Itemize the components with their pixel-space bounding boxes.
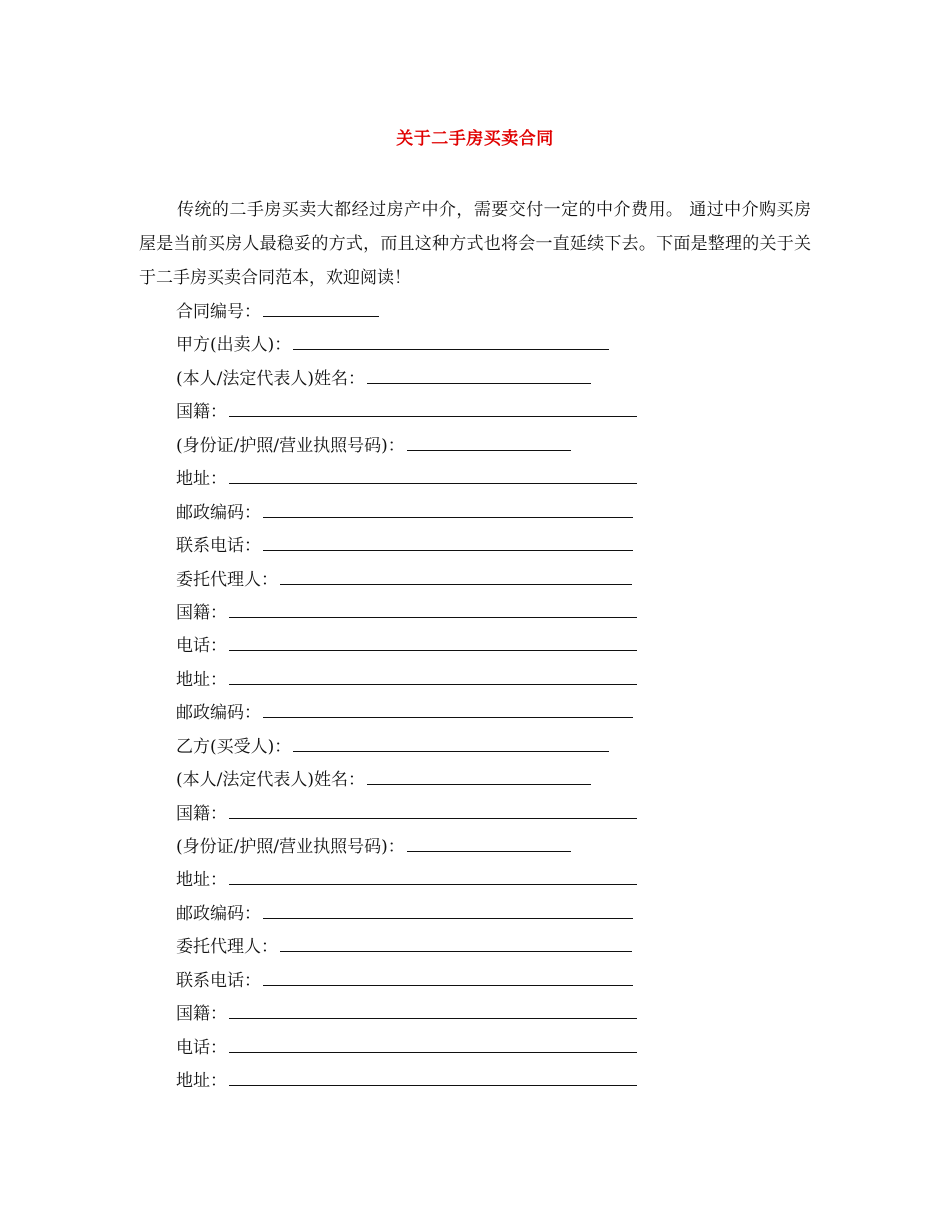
field-label: 国籍： [176,803,227,824]
form-field-row [176,430,676,463]
form-field-row [176,396,676,429]
fill-in-blank[interactable] [263,971,633,986]
field-label: 邮政编码： [176,502,261,523]
field-label: (身份证/护照/营业执照号码)： [176,435,405,456]
fill-in-blank[interactable] [280,937,632,952]
field-label: 委托代理人： [176,569,278,590]
form-field-row [176,530,676,563]
field-label: 电话： [176,1037,227,1058]
field-label: 合同编号： [176,302,261,322]
fill-in-blank[interactable] [280,570,632,585]
field-label: 委托代理人： [176,937,278,958]
form-field-row [176,564,676,597]
fill-in-blank[interactable] [407,436,571,451]
form-field-row [176,998,676,1031]
field-label: (本人/法定代表人)姓名： [176,770,365,791]
fill-in-blank[interactable] [229,402,637,417]
field-label: 联系电话： [176,536,261,557]
field-label: (本人/法定代表人)姓名： [176,368,365,389]
fill-in-blank[interactable] [229,870,637,885]
form-field-row [176,363,676,396]
fill-in-blank[interactable] [229,804,637,819]
fill-in-blank[interactable] [229,1071,637,1086]
field-label: 联系电话： [176,970,261,991]
field-label: 邮政编码： [176,903,261,924]
field-label: 国籍： [176,402,227,423]
fill-in-blank[interactable] [263,503,633,518]
fill-in-blank[interactable] [263,703,633,718]
form-field-row [176,864,676,897]
field-label: 乙方(买受人)： [176,736,292,757]
form-field-row [176,965,676,998]
fill-in-blank[interactable] [263,302,379,317]
field-label: 地址： [176,469,227,490]
field-label: 地址： [176,1071,227,1092]
intro-paragraph: 传统的二手房买卖大都经过房产中介，需要交付一定的中介费用。 通过中介购买房屋是当前买房人最稳妥的方式，而且这种方式也将会一直延续下去。下面是整理的关于关于二手房买卖合同范本，欢迎阅读！ [139,200,811,288]
document-title: 关于二手房买卖合同 [396,129,554,149]
field-label: 国籍： [176,602,227,623]
fill-in-blank[interactable] [263,904,633,919]
fill-in-blank[interactable] [367,770,591,785]
fill-in-blank[interactable] [229,469,637,484]
fill-in-blank[interactable] [229,670,637,685]
form-field-row [176,630,676,663]
contract-field-list [176,296,676,1099]
fill-in-blank[interactable] [229,636,637,651]
field-label: 地址： [176,870,227,891]
form-field-row [176,831,676,864]
form-field-row [176,664,676,697]
form-field-row [176,697,676,730]
form-field-row [176,931,676,964]
form-field-row [176,764,676,797]
form-field-row [176,1065,676,1098]
form-field-row [176,296,676,329]
field-label: 电话： [176,636,227,657]
fill-in-blank[interactable] [293,737,609,752]
fill-in-blank[interactable] [367,369,591,384]
form-field-row [176,731,676,764]
field-label: 邮政编码： [176,703,261,724]
form-field-row [176,463,676,496]
fill-in-blank[interactable] [229,603,637,618]
form-field-row [176,898,676,931]
fill-in-blank[interactable] [293,335,609,350]
form-field-row [176,1032,676,1065]
fill-in-blank[interactable] [229,1004,637,1019]
field-label: (身份证/护照/营业执照号码)： [176,837,405,857]
form-field-row [176,798,676,831]
field-label: 甲方(出卖人)： [176,335,292,356]
form-field-row [176,497,676,530]
form-field-row [176,329,676,362]
form-field-row [176,597,676,630]
field-label: 地址： [176,669,227,690]
fill-in-blank[interactable] [229,1038,637,1053]
fill-in-blank[interactable] [407,837,571,852]
fill-in-blank[interactable] [263,536,633,551]
field-label: 国籍： [176,1004,227,1025]
